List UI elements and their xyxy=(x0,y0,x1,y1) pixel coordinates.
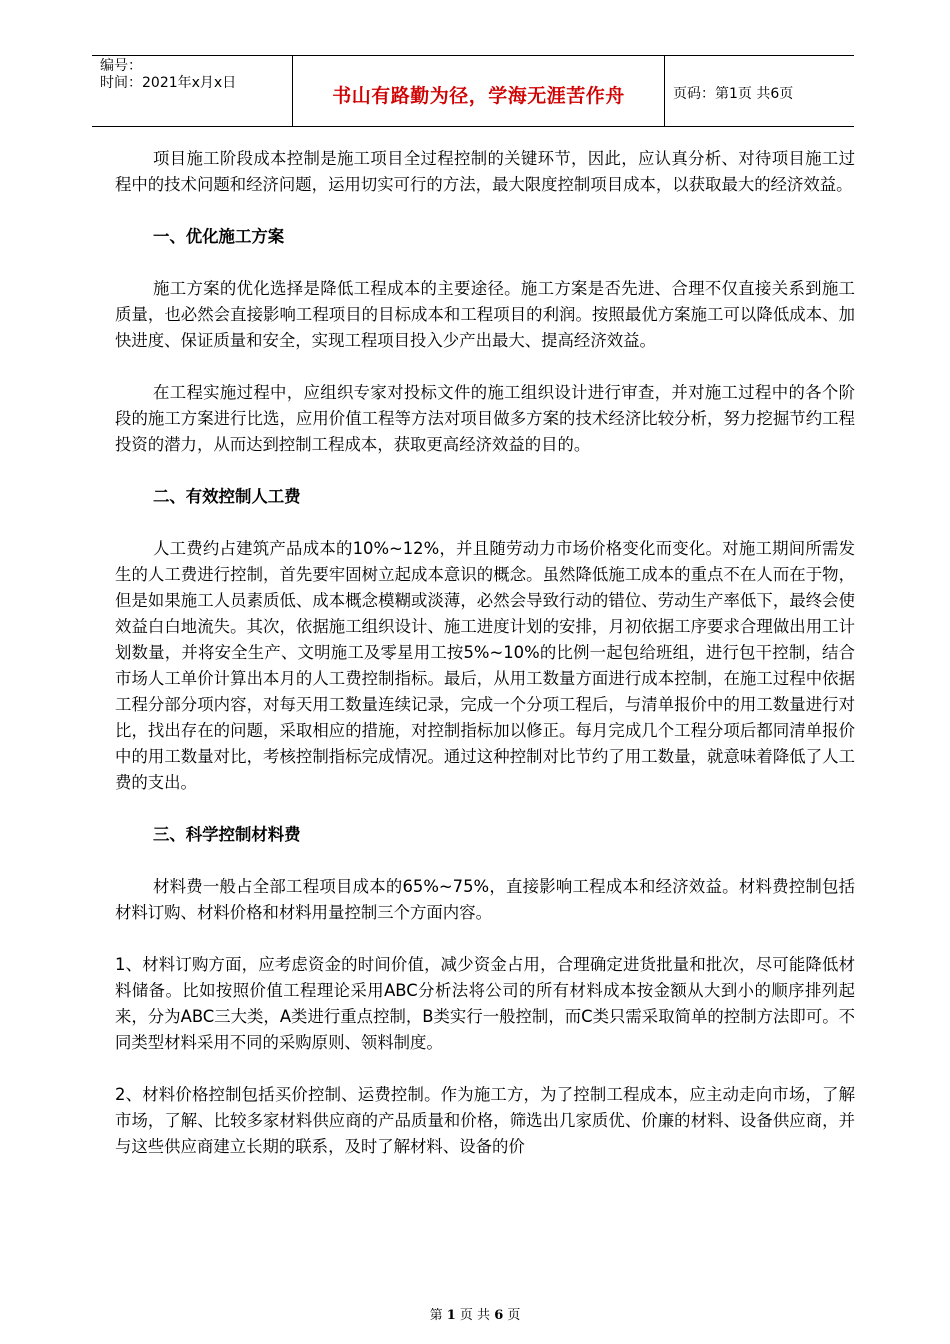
section2-paragraph-1: 人工费约占建筑产品成本的10%~12%，并且随劳动力市场价格变化而变化。对施工期间所需发生的人工费进行控制，首先要牢固树立起成本意识的概念。虽然降低施工成本的重点不在人而在于物，但是如果施工人员素质低、成本概念模糊或淡薄，必然会导致行动的错位、劳动生产率低下，最终会使效益白白地流失。其次，依据施工组织设计、施工进度计划的安排，月初依据工序要求合理做出用工计划数量，并将安全生产、文明施工及零星用工按5%~10%的比例一起包给班组，进行包干控制，结合市场人工单价计算出本月的人工费控制指标。最后，从用工数量方面进行成本控制，在施工过程中依据工程分部分项内容，对每天用工数量连续记录，完成一个分项工程后，与清单报价中的用工数量进行对比，找出存在的问题，采取相应的措施，对控制指标加以修正。每月完成几个工程分项后都同清单报价中的用工数量对比，考核控制指标完成情况。通过这种控制对比节约了用工数量，就意味着降低了人工费的支出。 xyxy=(115,539,855,792)
footer-suffix: 页 xyxy=(507,1308,521,1323)
footer-middle: 页 共 xyxy=(459,1308,491,1323)
footer-page-number: 1 xyxy=(446,1308,456,1323)
header-motto: 书山有路勤为径，学海无涯苦作舟 xyxy=(293,56,665,126)
section3-paragraph-3: 2、材料价格控制包括买价控制、运费控制。作为施工方，为了控制工程成本，应主动走向市场，了解市场，了解、比较多家材料供应商的产品质量和价格，筛选出几家质优、价廉的材料、设备供应商，并与这些供应商建立长期的联系，及时了解材料、设备的价 xyxy=(115,1085,855,1156)
intro-paragraph: 项目施工阶段成本控制是施工项目全过程控制的关键环节，因此，应认真分析、对待项目施工过程中的技术问题和经济问题，运用切实可行的方法，最大限度控制项目成本，以获取最大的经济效益。 xyxy=(115,149,855,194)
section-heading-1: 一、优化施工方案 xyxy=(153,227,285,246)
footer-total-pages: 6 xyxy=(494,1308,504,1323)
section3-paragraph-1: 材料费一般占全部工程项目成本的65%~75%，直接影响工程成本和经济效益。材料费控制包括材料订购、材料价格和材料用量控制三个方面内容。 xyxy=(115,877,855,922)
page-footer xyxy=(0,1304,950,1323)
section3-paragraph-2: 1、材料订购方面，应考虑资金的时间价值，减少资金占用，合理确定进货批量和批次，尽可能降低材料储备。比如按照价值工程理论采用ABC分析法将公司的所有材料成本按金额从大到小的顺序排列起来，分为ABC三大类，A类进行重点控制，B类实行一般控制，而C类只需采取简单的控制方法即可。不同类型材料采用不同的采购原则、领料制度。 xyxy=(115,955,855,1052)
page-header xyxy=(92,55,854,127)
section-heading-2: 二、有效控制人工费 xyxy=(153,487,301,506)
section1-paragraph-2: 在工程实施过程中，应组织专家对投标文件的施工组织设计进行审查，并对施工过程中的各个阶段的施工方案进行比选，应用价值工程等方法对项目做多方案的技术经济比较分析，努力挖掘节约工程投资的潜力，从而达到控制工程成本，获取更高经济效益的目的。 xyxy=(115,383,855,454)
time-label: 时间：2021年x月x日 xyxy=(100,75,237,91)
document-body xyxy=(115,146,855,1186)
section1-paragraph-1: 施工方案的优化选择是降低工程成本的主要途径。施工方案是否先进、合理不仅直接关系到施工质量，也必然会直接影响工程项目的目标成本和工程项目的利润。按照最优方案施工可以降低成本、加快进度、保证质量和安全，实现工程项目投入少产出最大、提高经济效益。 xyxy=(115,279,855,350)
section-heading-3: 三、科学控制材料费 xyxy=(153,825,301,844)
footer-prefix: 第 xyxy=(429,1308,443,1323)
header-meta xyxy=(92,56,293,126)
header-page-label: 页码：第1页 共6页 xyxy=(673,86,794,102)
number-label: 编号： xyxy=(100,58,142,74)
